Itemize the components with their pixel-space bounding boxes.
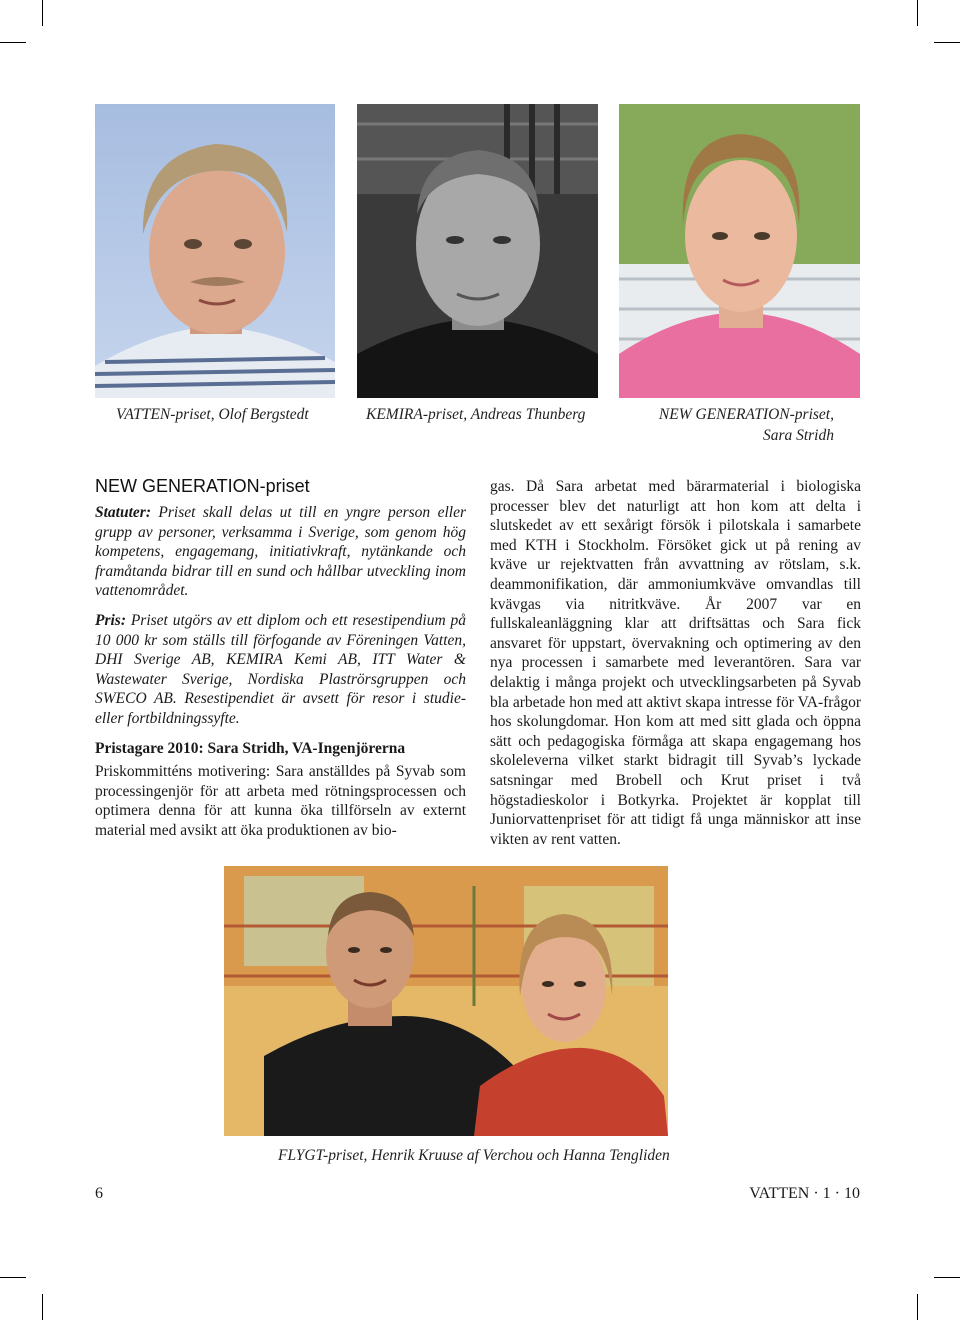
statuter-text: Priset skall delas ut till en yngre person eller grupp av personer, verksamma i Sverige, som genom hög kompetens, engagemang, initiativkraft, nytänkande och framåtanda bidrar till en sund och hållbar utveckling inom vattenområdet. <box>95 504 466 600</box>
crop-mark <box>917 1294 918 1320</box>
journal-issue: VATTEN · 1 · 10 <box>749 1185 860 1202</box>
crop-mark <box>0 42 26 43</box>
statuter-paragraph <box>95 503 466 601</box>
article-right-column <box>490 477 861 849</box>
crop-mark <box>42 0 43 26</box>
crop-mark <box>0 1277 26 1278</box>
crop-mark <box>917 0 918 26</box>
pris-label: Pris: <box>95 611 126 629</box>
pristagare-line: Pristagare 2010: Sara Stridh, VA-Ingenjörerna <box>95 739 406 757</box>
caption-group: FLYGT-priset, Henrik Kruuse af Verchou och Hanna Tengliden <box>278 1147 670 1164</box>
crop-mark <box>934 1277 960 1278</box>
crop-mark <box>42 1294 43 1320</box>
motivering-left: Priskommitténs motivering: Sara anställdes på Syvab som processingenjör för att arbeta med rötningsprocessen och optimera denna för att kunna öka tillförseln av externt material med avsikt att öka produktionen av bio- <box>95 763 466 839</box>
portrait-sara-stridh <box>619 104 860 398</box>
article-left-column <box>95 503 466 841</box>
caption-andreas: KEMIRA-priset, Andreas Thunberg <box>366 406 586 423</box>
portrait-andreas-thunberg <box>357 104 598 398</box>
motivering-right: gas. Då Sara arbetat med bärarmaterial i biologiska processer blev det naturligt att hon kom att delta i slutskedet av ett sexårigt försök i pilotskala i samarbete med KTH i Stockholm. Försöket gick ut på rening av kväve ur rejektvatten från avvattning av rötslam, s.k. deammonifikation, där ammoniumkväve omvandlas till kvävgas via nitritkväve. År 2007 var en fullskaleanläggning klar att driftsättas och Sara fick ansvaret för uppstart, övervakning och optimering av den nya processen i samarbete med leverantören. Sara var delaktig i många projekt och utvecklingsarbeten på Syvab bla arbetade hon med att aktivt skapa intresse för VA-frågor hos skolungdomar. Hon kom att med sitt glada och öppna sätt och pedagogiska förmåga att skapa engagemang hos skoleleverna vilket starkt bidragit till Syvab’s lyckade satsningar med Brobell och Krut priset i två högstadieskolor i Botkyrka. Projektet är kopplat till Juniorvattenpriset för att tidigt få unga människor att inse vikten av rent vatten. <box>490 478 861 848</box>
group-photo-flygt <box>224 866 668 1136</box>
crop-mark <box>934 42 960 43</box>
statuter-label: Statuter: <box>95 504 151 521</box>
caption-sara-line2: Sara Stridh <box>762 427 834 444</box>
portrait-olof-bergstedt <box>95 104 335 398</box>
page-number: 6 <box>95 1185 103 1202</box>
article-heading: NEW GENERATION-priset <box>95 476 310 496</box>
pris-paragraph <box>95 611 466 729</box>
caption-sara-line1: NEW GENERATION-priset, <box>658 406 834 423</box>
caption-olof: VATTEN-priset, Olof Bergstedt <box>116 406 309 423</box>
pris-text: Priset utgörs av ett diplom och ett resestipendium på 10 000 kr som ställs till förfogande av Föreningen Vatten, DHI Sverige AB, KEMIRA Kemi AB, ITT Water & Wastewater Sverige, Nordiska Plaströrsgruppen och SWECO AB. Resestipendiet är avsett för resor i studie- eller fortbildningssyfte. <box>95 611 466 727</box>
caption-sara <box>619 404 834 446</box>
